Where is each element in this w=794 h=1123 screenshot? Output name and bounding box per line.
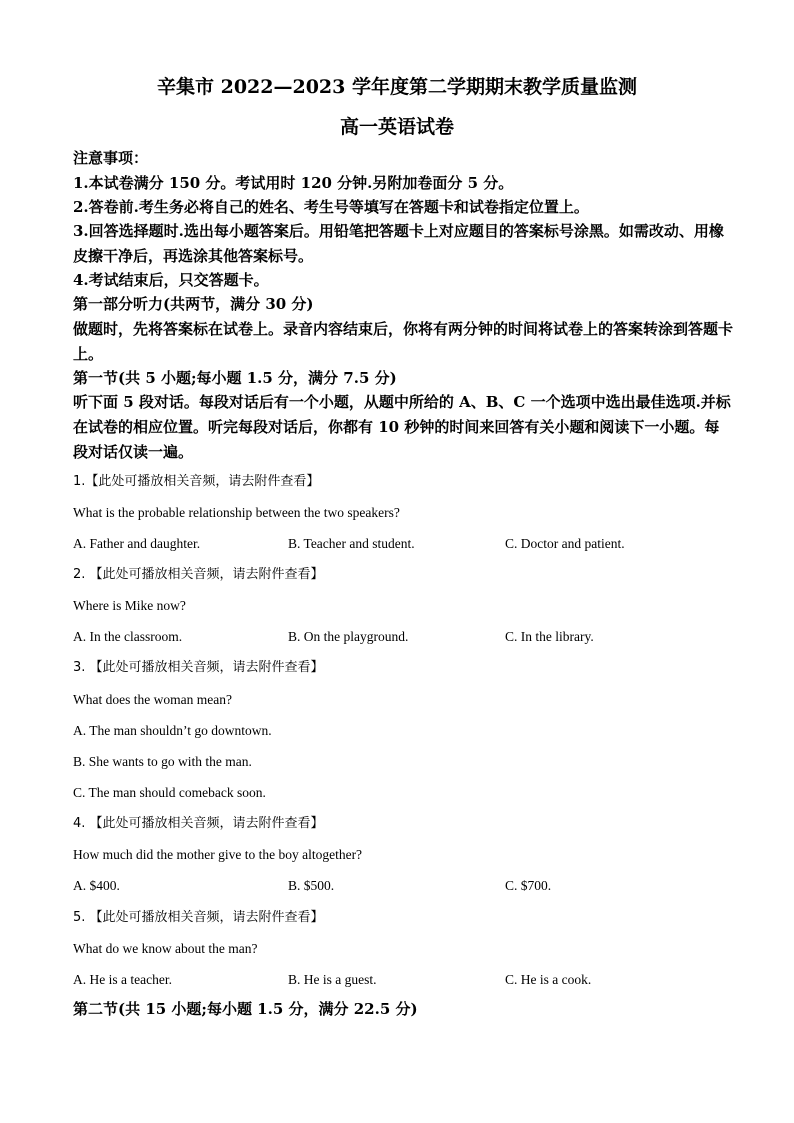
question-5-option-c: C. He is a cook. bbox=[505, 972, 592, 987]
part1-instructions: 做题时，先将答案标在试卷上。录音内容结束后，你将有两分钟的时间将试卷上的答案转涂到答题卡上。 bbox=[73, 320, 734, 363]
question-1-option-c: C. Doctor and patient. bbox=[505, 536, 625, 551]
audio-placeholder-4: 4. 【此处可播放相关音频，请去附件查看】 bbox=[73, 816, 324, 831]
exam-subtitle: 高一英语试卷 bbox=[339, 116, 454, 138]
note-item-4: 4.考试结束后，只交答题卡。 bbox=[73, 271, 269, 289]
question-5-text: What do we know about the man? bbox=[73, 941, 258, 956]
question-4-option-b: B. $500. bbox=[288, 878, 335, 893]
audio-placeholder-1: 1.【此处可播放相关音频，请去附件查看】 bbox=[73, 474, 320, 489]
part1-heading: 第一部分听力(共两节，满分 30 分) bbox=[73, 295, 314, 313]
question-2-text: Where is Mike now? bbox=[73, 598, 186, 613]
question-1-text: What is the probable relationship between the two speakers? bbox=[73, 505, 400, 520]
audio-placeholder-2: 2. 【此处可播放相关音频，请去附件查看】 bbox=[73, 567, 324, 582]
question-3-option-c: C. The man should comeback soon. bbox=[73, 785, 266, 800]
question-5-option-a: A. He is a teacher. bbox=[73, 972, 172, 987]
question-3-option-b: B. She wants to go with the man. bbox=[73, 754, 252, 769]
note-item-2: 2.答卷前.考生务必将自己的姓名、考生号等填写在答题卡和试卷指定位置上。 bbox=[73, 198, 589, 216]
section2-heading: 第二节(共 15 小题;每小题 1.5 分，满分 22.5 分) bbox=[73, 1000, 418, 1018]
question-2-option-b: B. On the playground. bbox=[288, 629, 409, 644]
question-4-option-c: C. $700. bbox=[505, 878, 552, 893]
question-2-option-a: A. In the classroom. bbox=[73, 629, 183, 644]
exam-title: 辛集市 2022—2023 学年度第二学期期末教学质量监测 bbox=[157, 76, 637, 98]
question-4-option-a: A. $400. bbox=[73, 878, 120, 893]
question-4-text: How much did the mother give to the boy altogether? bbox=[73, 847, 363, 862]
question-5-option-b: B. He is a guest. bbox=[288, 972, 377, 987]
section1-heading: 第一节(共 5 小题;每小题 1.5 分，满分 7.5 分) bbox=[73, 369, 397, 387]
question-3-text: What does the woman mean? bbox=[73, 692, 232, 707]
audio-placeholder-5: 5. 【此处可播放相关音频，请去附件查看】 bbox=[73, 910, 324, 925]
note-item-3: 3.回答选择题时.选出每小题答案后。用铅笔把答题卡上对应题目的答案标号涂黑。如需改动、用橡皮擦干净后，再选涂其他答案标号。 bbox=[73, 222, 724, 265]
audio-placeholder-3: 3. 【此处可播放相关音频，请去附件查看】 bbox=[73, 660, 324, 675]
question-1-option-a: A. Father and daughter. bbox=[73, 536, 201, 551]
question-2-option-c: C. In the library. bbox=[505, 629, 594, 644]
note-item-1: 1.本试卷满分 150 分。考试用时 120 分钟.另附加卷面分 5 分。 bbox=[73, 174, 514, 192]
question-1-option-b: B. Teacher and student. bbox=[288, 536, 415, 551]
section1-instructions: 听下面 5 段对话。每段对话后有一个小题，从题中所给的 A、B、C 一个选项中选出最佳选项.并标在试卷的相应位置。听完每段对话后，你都有 10 秒钟的时间来回答有关小题和阅读下一小题。每段对话仅读一遍。 bbox=[73, 393, 731, 461]
notes-heading: 注意事项： bbox=[73, 149, 149, 167]
question-3-option-a: A. The man shouldn’t go downtown. bbox=[73, 723, 272, 738]
